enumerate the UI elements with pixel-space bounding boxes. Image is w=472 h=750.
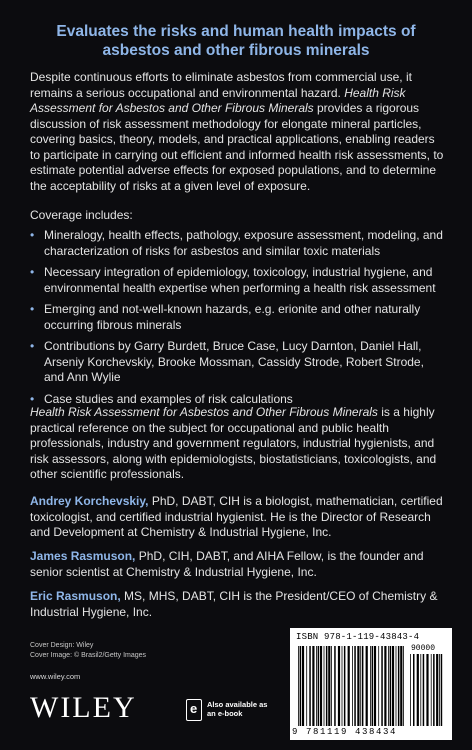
barcode xyxy=(290,628,452,740)
barcode-bar xyxy=(357,646,359,726)
barcode-bar xyxy=(400,646,402,726)
barcode-bar xyxy=(439,654,440,726)
barcode-bar xyxy=(433,654,435,726)
barcode-bar xyxy=(410,654,411,726)
barcode-bar xyxy=(372,646,374,726)
barcode-bar xyxy=(312,646,314,726)
closing-rest: is a highly practical reference on the subject for occupational and public health professionals, industry and government regulators, industrial hygienists, and risk assessors, along with epidemiologists, biostatisticians, toxicologists, and other scientific professionals. xyxy=(30,405,437,481)
barcode-bar xyxy=(298,646,299,726)
barcode-bar xyxy=(370,646,371,726)
author-bio xyxy=(30,494,444,541)
barcode-bar xyxy=(338,646,340,726)
barcode-bar xyxy=(381,646,383,726)
barcode-bar xyxy=(390,646,392,726)
barcode-bar xyxy=(420,654,421,726)
barcode-bar xyxy=(302,646,304,726)
headline: Evaluates the risks and human health impacts of asbestos and other fibrous minerals xyxy=(56,23,416,59)
ean-barcode-bars xyxy=(298,646,404,726)
author-name: James Rasmuson, xyxy=(30,549,136,563)
barcode-bar xyxy=(392,646,394,726)
coverage-label: Coverage includes: xyxy=(30,208,133,222)
author-description: PhD, DABT, CIH is a biologist, mathematician, certified toxicologist, and certified industrial hygienist. He is the Director of Research and Development at Chemistry & Industrial Hygiene, Inc. xyxy=(30,494,443,539)
coverage-list xyxy=(30,228,446,413)
ebook-icon xyxy=(186,699,202,721)
barcode-bar xyxy=(331,646,332,726)
author-name: Eric Rasmuson, xyxy=(30,589,121,603)
publisher-website: www.wiley.com xyxy=(30,672,81,681)
barcode-bar xyxy=(360,646,361,726)
barcode-bar xyxy=(334,646,336,726)
barcode-bar xyxy=(326,646,328,726)
barcode-bar xyxy=(423,654,425,726)
barcode-bar xyxy=(328,646,330,726)
price-addon-number: 90000 xyxy=(411,644,436,653)
intro-paragraph xyxy=(30,70,444,194)
barcode-bar xyxy=(436,654,438,726)
ebook-availability: Also available as an e-book xyxy=(207,700,268,718)
barcode-bar xyxy=(318,646,320,726)
ean-digits: 9 781119 438434 xyxy=(292,727,398,737)
author-description: PhD, CIH, DABT, and AIHA Fellow, is the founder and senior scientist at Chemistry & Industrial Hygiene, Inc. xyxy=(30,549,424,579)
intro-lead: Despite continuous efforts to eliminate asbestos from commercial use, it remains a serious occupational and environmental hazard. xyxy=(30,70,412,100)
author-bio xyxy=(30,549,444,580)
closing-book-title: Health Risk Assessment for Asbestos and Other Fibrous Minerals xyxy=(30,405,378,419)
barcode-bar xyxy=(316,646,317,726)
intro-rest: provides a rigorous discussion of risk assessment methodology for elongate mineral particles, covering basics, theory, models, and practical applications, enabling readers to participate in carrying out efficient and informed health risk assessments, to estimate potential adverse effects for exposed populations, and to determine the acceptability of risks at a given level of exposure. xyxy=(30,101,444,193)
coverage-item: • Contributions by Garry Burdett, Bruce Case, Lucy Darnton, Daniel Hall, Arseniy Korchevskiy, Brooke Mossman, Cassidy Strode, Robert Strode, and Ann Wylie xyxy=(30,339,446,386)
barcode-bar xyxy=(441,654,443,726)
barcode-bar xyxy=(352,646,353,726)
barcode-bar xyxy=(362,646,364,726)
isbn-number: ISBN 978-1-119-43843-4 xyxy=(296,632,420,642)
publisher-logo: WILEY xyxy=(30,691,137,724)
barcode-bar xyxy=(320,646,322,726)
barcode-bar xyxy=(431,654,432,726)
barcode-bar xyxy=(344,646,346,726)
barcode-bar xyxy=(306,646,307,726)
coverage-item: • Case studies and examples of risk calculations xyxy=(30,392,446,408)
cover-design-credit: Cover Design: Wiley xyxy=(30,642,94,649)
barcode-bar xyxy=(324,646,325,726)
barcode-bar xyxy=(374,646,376,726)
barcode-bar xyxy=(366,646,368,726)
barcode-bar xyxy=(384,646,386,726)
addon-barcode-bars xyxy=(410,654,444,726)
cover-image-credit: Cover Image: © Brasil2/Getty Images xyxy=(30,651,147,659)
coverage-item: • Mineralogy, health effects, pathology, exposure assessment, modeling, and characterization of risks for asbestos and similar toxic materials xyxy=(30,228,446,259)
barcode-bar xyxy=(309,646,311,726)
barcode-bar xyxy=(378,646,379,726)
barcode-bar xyxy=(426,654,428,726)
barcode-bar xyxy=(342,646,343,726)
intro-book-title: Health Risk Assessment for Asbestos and Other Fibrous Minerals xyxy=(30,85,406,115)
author-bio xyxy=(30,589,444,620)
barcode-bar xyxy=(354,646,356,726)
barcode-bar xyxy=(388,646,389,726)
barcode-bar xyxy=(396,646,397,726)
barcode-bar xyxy=(300,646,302,726)
barcode-bar xyxy=(398,646,400,726)
barcode-bar xyxy=(413,654,415,726)
author-name: Andrey Korchevskiy, xyxy=(30,494,149,508)
barcode-bar xyxy=(403,646,404,726)
cover-credits xyxy=(30,641,146,660)
barcode-bar xyxy=(348,646,350,726)
closing-paragraph xyxy=(30,405,444,483)
coverage-item: • Emerging and not-well-known hazards, e.g. erionite and other naturally occurring fibrous minerals xyxy=(30,302,446,333)
barcode-bar xyxy=(417,654,419,726)
coverage-item: • Necessary integration of epidemiology, toxicology, industrial hygiene, and environmental health expertise when performing a health risk assessment xyxy=(30,265,446,296)
author-description: MS, MHS, DABT, CIH is the President/CEO of Chemistry & Industrial Hygiene, Inc. xyxy=(30,589,438,619)
